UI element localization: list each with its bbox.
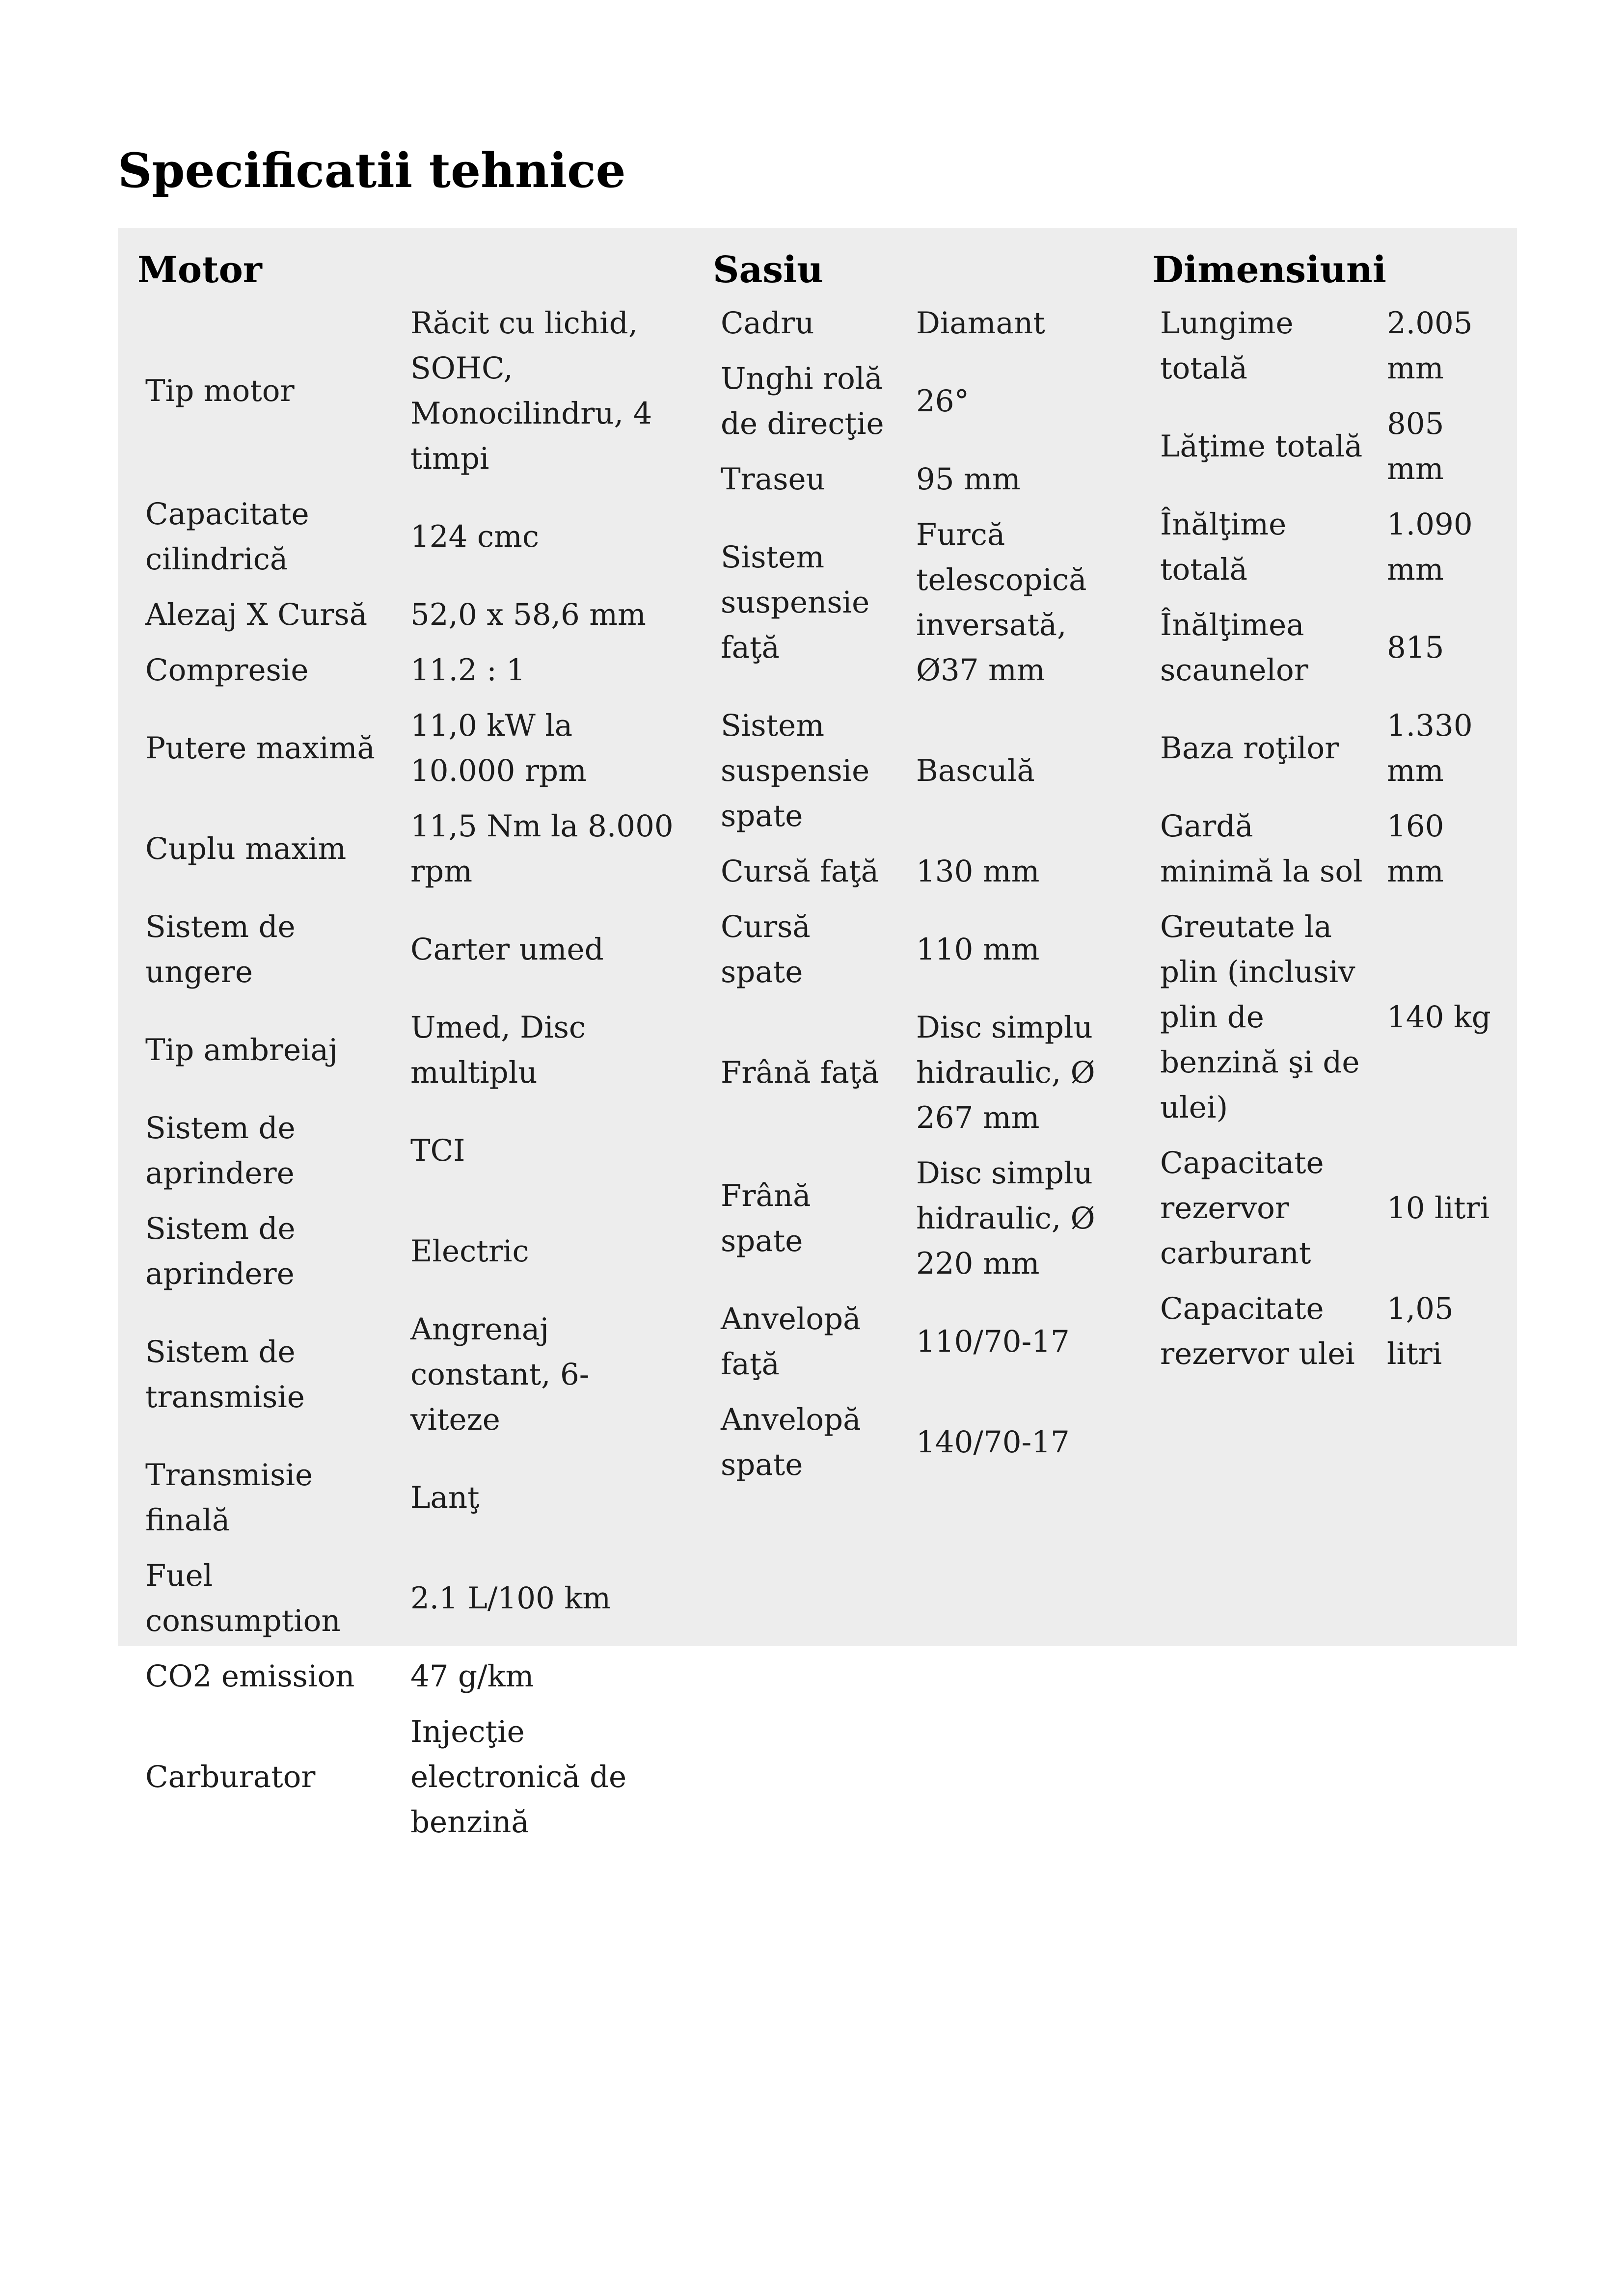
spec-value: 95 mm (916, 461, 1021, 497)
spec-value: Furcă telescopică inversată, Ø37 mm (916, 517, 1087, 688)
table-row (137, 1307, 683, 1453)
spec-value: 52,0 x 58,6 mm (410, 597, 646, 632)
spec-label: Lungime totală (1160, 305, 1294, 386)
table-row (713, 301, 1135, 356)
spec-label: Anvelopă faţă (721, 1301, 861, 1382)
spec-value: Umed, Disc multiplu (410, 1010, 586, 1090)
spec-value: 815 (1387, 630, 1444, 665)
spec-value: Angrenaj constant, 6-viteze (410, 1311, 590, 1437)
spec-label: Unghi rolă de direcţie (721, 361, 884, 441)
spec-label: Cursă spate (721, 909, 811, 989)
table-row (137, 703, 683, 804)
spec-value: Disc simplu hidraulic, Ø 267 mm (916, 1010, 1095, 1135)
table-row (713, 1005, 1135, 1151)
spec-value: Disc simplu hidraulic, Ø 220 mm (916, 1155, 1095, 1281)
spec-value: 130 mm (916, 854, 1040, 889)
spec-label: Capacitate rezervor ulei (1160, 1291, 1355, 1371)
spec-label: Gardă minimă la sol (1160, 808, 1363, 889)
dimensiuni-table (1152, 301, 1503, 1387)
spec-value: 140/70-17 (916, 1424, 1070, 1460)
spec-label: Sistem de aprindere (145, 1110, 296, 1191)
table-row (137, 1005, 683, 1106)
table-row (137, 648, 683, 703)
spec-value: Diamant (916, 305, 1045, 341)
spec-label: Greutate la plin (inclusiv plin de benzină şi de ulei) (1160, 909, 1360, 1125)
spec-value: Carter umed (410, 932, 604, 967)
table-row (713, 457, 1135, 512)
spec-value: 26° (916, 383, 970, 419)
sasiu-heading: Sasiu (713, 249, 823, 291)
spec-label: Transmisie finală (145, 1457, 313, 1538)
dimensiuni-section (1152, 247, 1511, 1387)
spec-value: 11,5 Nm la 8.000 rpm (410, 808, 674, 889)
table-row (1152, 1286, 1503, 1387)
spec-value: 110 mm (916, 932, 1040, 967)
table-row (137, 804, 683, 905)
spec-value: 2.005 mm (1387, 305, 1473, 386)
spec-value: 160 mm (1387, 808, 1444, 889)
spec-value: Basculă (916, 753, 1035, 788)
motor-heading: Motor (137, 249, 262, 291)
spec-value: 1.330 mm (1387, 708, 1473, 788)
spec-label: Frână faţă (721, 1055, 879, 1090)
table-row (137, 1106, 683, 1206)
motor-section (137, 247, 702, 1855)
spec-value: TCI (410, 1133, 465, 1168)
table-row (137, 1654, 683, 1709)
spec-value: 140 kg (1387, 999, 1491, 1035)
table-row (713, 703, 1135, 849)
table-row (713, 1397, 1135, 1498)
spec-value: 47 g/km (410, 1658, 534, 1694)
spec-label: Putere maximă (145, 730, 375, 766)
table-row (1152, 804, 1503, 905)
spec-label: Fuel consumption (145, 1558, 341, 1638)
table-row (713, 356, 1135, 457)
spec-label: Sistem de transmisie (145, 1334, 305, 1415)
spec-label: Sistem suspensie faţă (721, 539, 870, 665)
table-row (1152, 502, 1503, 603)
spec-label: Lăţime totală (1160, 428, 1363, 464)
spec-label: Alezaj X Cursă (145, 597, 368, 632)
spec-value: 1,05 litri (1387, 1291, 1454, 1371)
spec-label: CO2 emission (145, 1658, 355, 1694)
table-row (713, 512, 1135, 703)
spec-label: Baza roţilor (1160, 730, 1339, 766)
spec-label: Sistem suspensie spate (721, 708, 870, 833)
motor-table (137, 301, 683, 1855)
table-row (713, 849, 1135, 905)
spec-value: 1.090 mm (1387, 507, 1473, 587)
page-title: Specificatii tehnice (118, 143, 626, 198)
spec-label: Frână spate (721, 1178, 811, 1258)
table-row (137, 1553, 683, 1654)
spec-label: Traseu (721, 461, 825, 497)
table-row (713, 1151, 1135, 1297)
spec-label: Anvelopă spate (721, 1402, 861, 1482)
spec-value: Răcit cu lichid, SOHC, Monocilindru, 4 timpi (410, 305, 652, 476)
spec-label: Cursă faţă (721, 854, 879, 889)
table-row (1152, 301, 1503, 401)
spec-value: 2.1 L/100 km (410, 1580, 611, 1616)
spec-label: Capacitate cilindrică (145, 496, 309, 577)
table-row (1152, 703, 1503, 804)
table-row (137, 301, 683, 492)
spec-label: Sistem de aprindere (145, 1211, 296, 1291)
spec-value: Injecţie electronică de benzină (410, 1714, 627, 1840)
spec-label: Cuplu maxim (145, 831, 347, 866)
table-row (137, 492, 683, 592)
spec-label: Capacitate rezervor carburant (1160, 1145, 1324, 1271)
spec-label: Tip ambreiaj (145, 1032, 338, 1068)
table-row (1152, 905, 1503, 1141)
table-row (137, 1709, 683, 1855)
spec-value: Electric (410, 1233, 529, 1269)
spec-value: Lanţ (410, 1480, 480, 1515)
spec-panel (118, 228, 1517, 1840)
spec-value: 11.2 : 1 (410, 652, 525, 688)
table-row (137, 592, 683, 648)
spec-label: Compresie (145, 652, 309, 688)
dimensiuni-heading: Dimensiuni (1152, 249, 1386, 291)
table-row (1152, 603, 1503, 703)
table-row (713, 1297, 1135, 1397)
table-row (713, 905, 1135, 1005)
spec-value: 124 cmc (410, 519, 539, 554)
table-row (137, 1206, 683, 1307)
spec-label: Înălţime totală (1160, 507, 1287, 587)
spec-value: 10 litri (1387, 1190, 1490, 1226)
spec-label: Cadru (721, 305, 814, 341)
spec-label: Sistem de ungere (145, 909, 296, 989)
sasiu-table (713, 301, 1135, 1498)
table-row (137, 1453, 683, 1553)
spec-value: 805 mm (1387, 406, 1444, 486)
table-row (1152, 401, 1503, 502)
spec-label: Înălţimea scaunelor (1160, 607, 1308, 688)
table-row (1152, 1141, 1503, 1286)
spec-label: Carburator (145, 1759, 316, 1794)
table-row (137, 905, 683, 1005)
spec-value: 110/70-17 (916, 1324, 1070, 1359)
spec-value: 11,0 kW la 10.000 rpm (410, 708, 587, 788)
spec-label: Tip motor (145, 373, 295, 408)
sasiu-section (713, 247, 1135, 1498)
